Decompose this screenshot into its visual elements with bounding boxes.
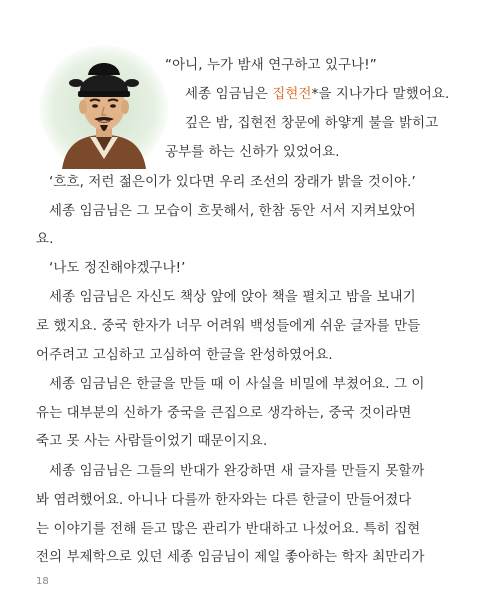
text-line: 죽고 못 사는 사람들이었기 때문이지요. bbox=[36, 434, 268, 449]
text-line: 공부를 하는 신하가 있었어요. bbox=[165, 145, 340, 160]
text-line: “아니, 누가 밤새 연구하고 있구나!” bbox=[165, 58, 377, 73]
text-line: 로 했지요. 중국 한자가 너무 어려워 백성들에게 쉬운 글자를 만들 bbox=[36, 319, 421, 334]
highlighted-term: 집현전 bbox=[272, 87, 312, 102]
text-segment: *을 지나가다 말했어요. bbox=[311, 87, 450, 102]
text-line: 어주려고 고심하고 고심하여 한글을 완성하였어요. bbox=[36, 348, 333, 363]
text-line: ‘흐흐, 저런 젊은이가 있다면 우리 조선의 장래가 밝을 것이야.’ bbox=[49, 175, 416, 190]
king-sejong-portrait-icon bbox=[40, 45, 168, 173]
text-line bbox=[185, 85, 449, 105]
text-line: 세종 임금님은 그들의 반대가 완강하면 새 글자를 만들지 못할까 bbox=[49, 464, 425, 479]
text-line: 는 이야기를 전해 듣고 많은 관리가 반대하고 나섰어요. 특히 집현 bbox=[36, 522, 421, 537]
text-line: 세종 임금님은 그 모습이 흐뭇해서, 한참 동안 서서 지켜보았어 bbox=[49, 204, 416, 219]
text-line: 전의 부제학으로 있던 세종 임금님이 제일 좋아하는 학자 최만리가 bbox=[36, 550, 425, 565]
text-line: ‘나도 정진해야겠구나!’ bbox=[49, 261, 186, 276]
text-line: 유는 대부분의 신하가 중국을 큰집으로 생각하는, 중국 것이라면 bbox=[36, 406, 412, 421]
text-line: 깊은 밤, 집현전 창문에 하얗게 불을 밝히고 bbox=[185, 116, 439, 131]
text-line: 봐 염려했어요. 아니나 다를까 한자와는 다른 한글이 만들어졌다 bbox=[36, 493, 412, 508]
text-line: 요. bbox=[36, 232, 54, 247]
page-number: 18 bbox=[36, 576, 49, 587]
text-line: 세종 임금님은 한글을 만들 때 이 사실을 비밀에 부쳤어요. 그 이 bbox=[49, 377, 425, 392]
text-segment: 세종 임금님은 bbox=[185, 87, 273, 102]
text-line: 세종 임금님은 자신도 책상 앞에 앉아 책을 펼치고 밤을 보내기 bbox=[49, 290, 416, 305]
